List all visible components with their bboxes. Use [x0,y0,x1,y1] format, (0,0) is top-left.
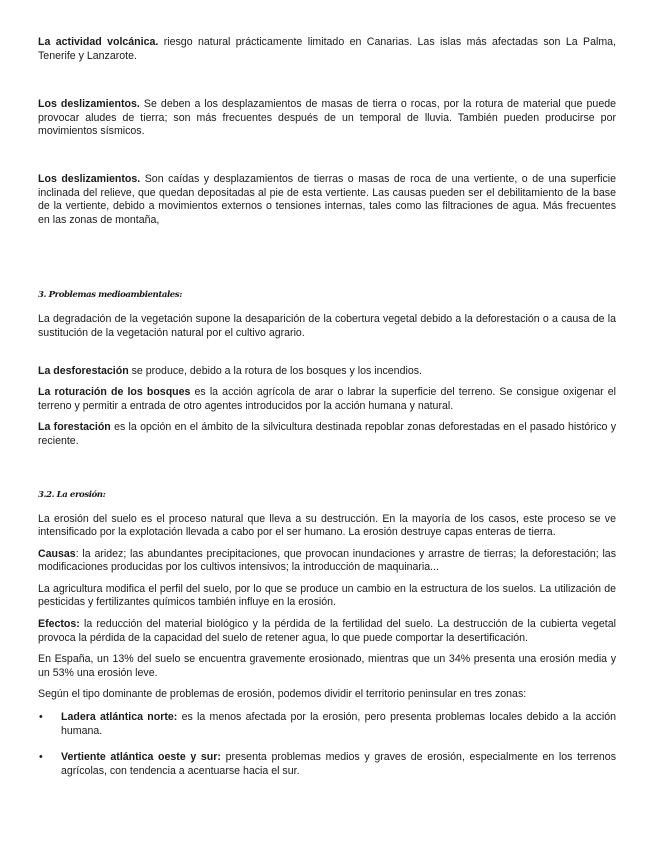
bullet-icon: • [39,751,43,764]
section-heading-erosion: 3.2. La erosión: [38,489,106,500]
term-deforestation: La desforestación [38,364,129,377]
paragraph-zones-intro: Según el tipo dominante de problemas de erosión, podemos dividir el territorio peninsular en tres zonas: [38,688,527,701]
text-deforestation: se produce, debido a la rotura de los bosques y los incendios. [128,364,422,377]
paragraph-volcanic-activity [38,36,616,63]
term-forestation: La forestación [38,421,111,434]
text-effects: la reducción del material biológico y la pérdida de la fertilidad del suelo. La destrucción de la cubierta vegetal provoca la pérdida de la capacidad del suelo de retener agua, lo que puede comportar la desertificación. [38,618,616,644]
document-page [38,36,616,778]
text-causes: : la aridez; las abundantes precipitaciones, que provocan inundaciones y arrastre de tierras; la deforestación; las modificaciones producidas por los cultivos intensivos; la introducción de maquinaria... [38,547,616,574]
list-item [38,751,616,778]
paragraph-roturacion [38,386,616,413]
paragraph-forestation [38,421,616,448]
term-causes: Causas [38,547,76,560]
term-volcanic-activity: La actividad volcánica. [38,36,159,48]
paragraph-deforestation [38,365,616,379]
term-landslides-1: Los deslizamientos. [38,98,140,111]
term-effects: Efectos: [38,618,80,631]
term-roturacion: La roturación de los bosques [38,386,191,399]
paragraph-effects [38,618,616,645]
erosion-zones-list [38,711,616,778]
bullet-icon: • [39,711,43,724]
text-landslides-1: Se deben a los desplazamientos de masas de tierra o rocas, por la rotura de material que puede provocar aludes de tierra; son más frecuentes después de un temporal de lluvia. También pueden producirse por movimientos sísmicos. [38,98,616,138]
paragraph-landslides-2 [38,173,616,227]
paragraph-erosion-intro: La erosión del suelo es el proceso natural que lleva a su destrucción. En la mayoría de los casos, este proceso se ve intensificado por la explotación llevada a cabo por el ser humano. La erosión destruye capas enteras de tierra. [38,512,616,539]
list-item [38,711,616,738]
text-forestation: es la opción en el ámbito de la silvicultura destinada repoblar zonas deforestadas en el pasado histórico y reciente. [38,421,616,447]
paragraph-landslides-1 [38,98,616,139]
text-roturacion: es la acción agrícola de arar o labrar la superficie del terreno. Se consigue oxigenar el terreno y permitir a entrada de otro agentes introducidos por la acción humana y natural. [38,386,616,412]
section-heading-environmental-problems: 3. Problemas medioambientales: [38,290,182,301]
paragraph-causes [38,548,616,575]
zone-term: Vertiente atlántica oeste y sur: [61,751,221,764]
zone-text: presenta problemas medios y graves de erosión, especialmente en los terrenos agrícolas, con tendencia a acentuarse hacia el sur. [61,751,616,777]
paragraph-spain-statistics: En España, un 13% del suelo se encuentra gravemente erosionado, mientras que un 34% presenta una erosión media y un 53% una erosión leve. [38,653,616,679]
paragraph-agriculture: La agricultura modifica el perfil del suelo, por lo que se produce un cambio en la estructura de los suelos. La utilización de pesticidas y fertilizantes químicos también influye en la erosión. [38,582,616,609]
term-landslides-2: Los deslizamientos. [38,172,141,185]
zone-text: es la menos afectada por la erosión, pero presenta problemas locales debido a la acción humana. [61,711,616,737]
text-volcanic-activity: riesgo natural prácticamente limitado en Canarias. Las islas más afectadas son La Palma, Tenerife y Lanzarote. [38,36,617,62]
zone-term: Ladera atlántica norte: [61,711,178,724]
text-landslides-2: Son caídas y desplazamientos de tierras o masas de roca de una vertiente, o de una superficie inclinada del relieve, que quedan depositadas al pie de esta vertiente. Las causas pueden ser el debilitamiento de la base de la vertiente, debido a movimientos externos o tensiones internas, tales como las filtraciones de agua. Más frecuentes en las zonas de montaña, [38,172,616,226]
paragraph-vegetation-degradation: La degradación de la vegetación supone la desaparición de la cobertura vegetal debido a la deforestación o a causa de la sustitución de la vegetación natural por el cultivo agrario. [38,313,616,339]
